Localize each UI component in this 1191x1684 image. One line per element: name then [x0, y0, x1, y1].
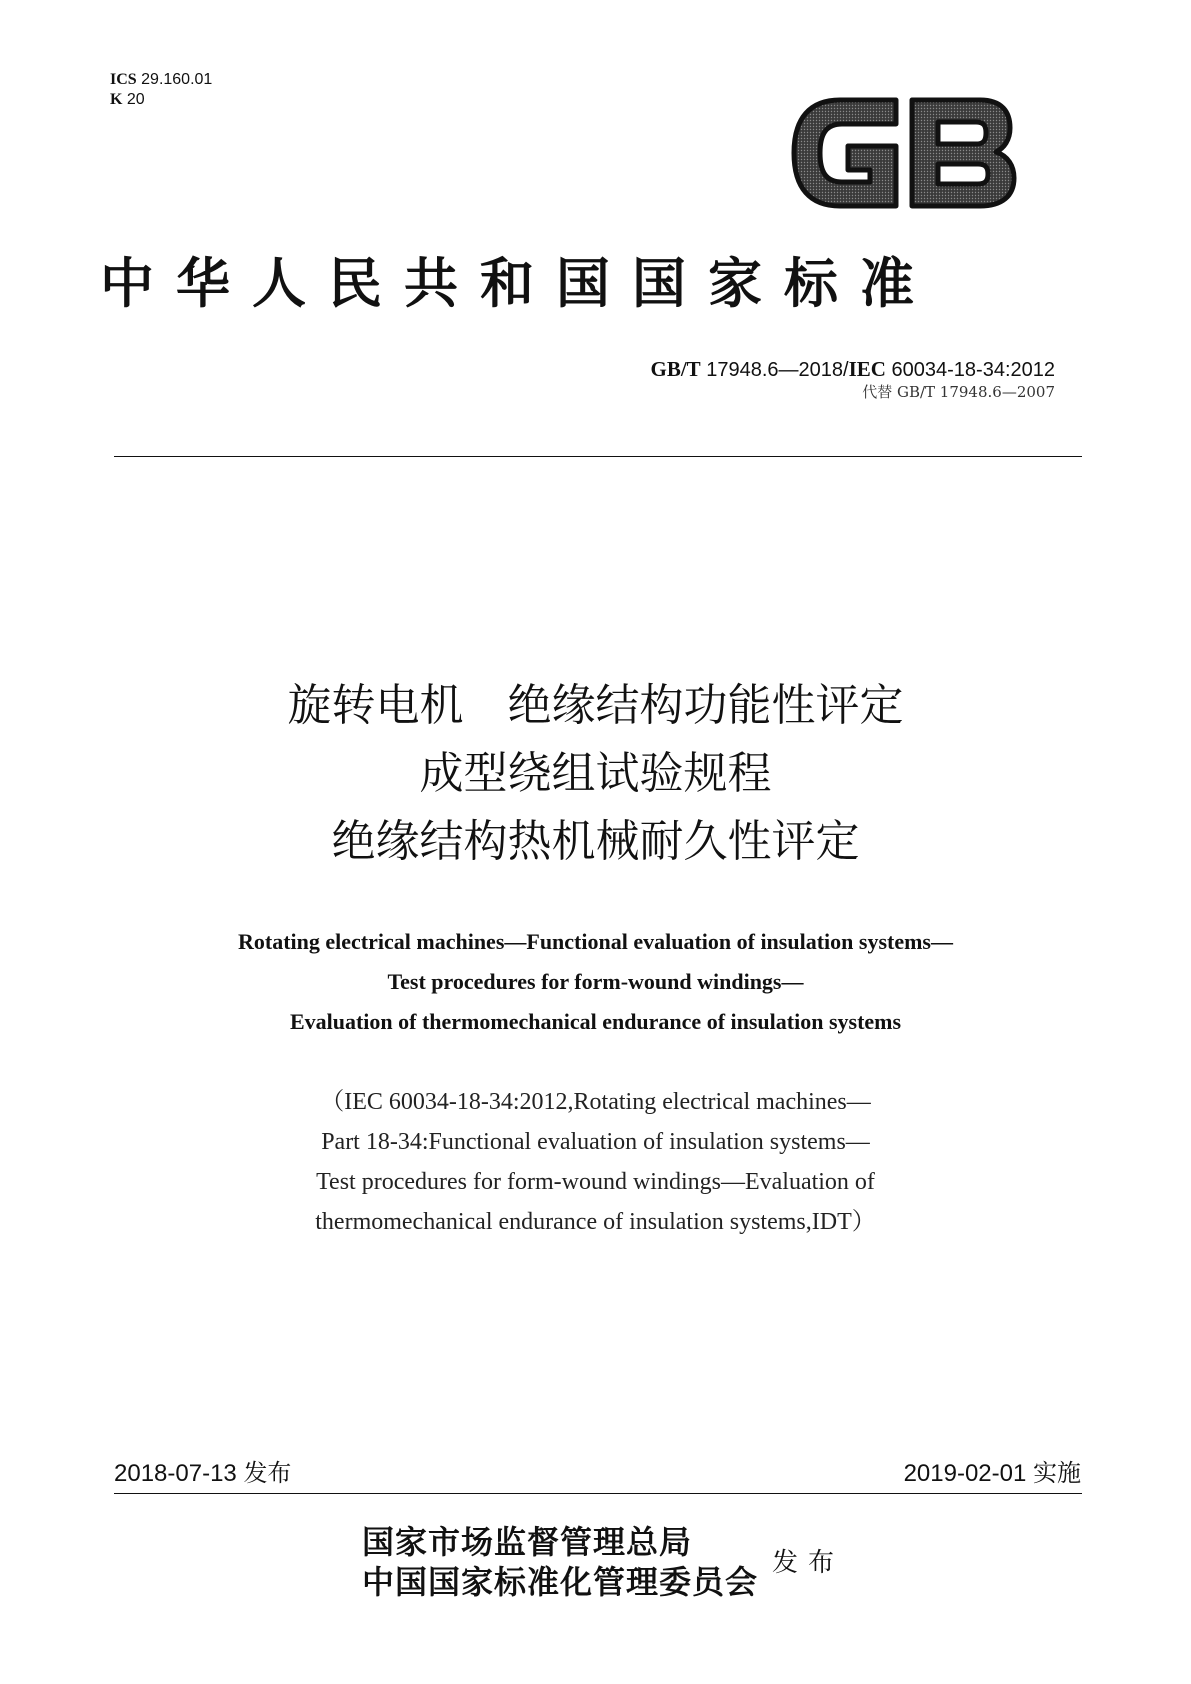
logo-letter-g	[794, 100, 896, 206]
english-title-line: Rotating electrical machines—Functional evaluation of insulation systems—	[238, 929, 953, 954]
issuer-name: 国家市场监督管理总局	[362, 1523, 693, 1561]
iec-reference-line: thermomechanical endurance of insulation systems,IDT）	[315, 1209, 876, 1235]
english-title	[0, 922, 1191, 1042]
issuer-name: 中国国家标准化管理委员会	[362, 1563, 759, 1601]
iec-reference-line: Part 18-34:Functional evaluation of insulation systems—	[321, 1129, 870, 1155]
ics-row	[110, 70, 212, 90]
ics-label: ICS	[110, 71, 137, 88]
standard-number	[651, 356, 1056, 383]
class-code: 20	[126, 91, 145, 108]
chinese-title-line: 旋转电机 绝缘结构功能性评定	[287, 680, 904, 731]
national-standard-title: 中华人民共和国国家标准	[100, 251, 936, 315]
impl-date-label: 实施	[1033, 1459, 1081, 1487]
class-label: K	[110, 91, 123, 108]
iec-reference-line: Test procedures for form-wound windings—Evaluation of	[316, 1169, 875, 1195]
issue-date	[114, 1458, 291, 1489]
issue-date-label: 发布	[243, 1459, 292, 1487]
implementation-date	[904, 1458, 1081, 1489]
chinese-title-line: 绝缘结构热机械耐久性评定	[331, 816, 860, 867]
replaces-note: 代替 GB/T 17948.6—2007	[862, 383, 1055, 401]
ics-code: 29.160.01	[141, 71, 213, 88]
issuing-authorities	[362, 1522, 758, 1602]
iec-reference-line: （IEC 60034-18-34:2012,Rotating electrical machines—	[320, 1089, 871, 1115]
standard-code-block	[651, 356, 1056, 401]
footer-divider	[114, 1493, 1082, 1494]
publish-label: 发布	[772, 1548, 845, 1578]
logo-letter-b	[912, 100, 1014, 206]
gbt-number: 17948.6—2018/	[706, 359, 849, 381]
class-row	[110, 90, 212, 110]
english-title-line: Test procedures for form-wound windings—	[387, 969, 804, 994]
header-divider	[114, 456, 1082, 457]
ics-block	[110, 70, 212, 110]
iec-number: 60034-18-34:2012	[891, 359, 1055, 381]
iec-prefix: IEC	[848, 357, 886, 381]
gb-logo	[788, 92, 1020, 214]
gbt-prefix: GB/T	[650, 357, 701, 381]
english-title-line: Evaluation of thermomechanical endurance of insulation systems	[289, 1009, 902, 1034]
impl-date-value: 2019-02-01	[903, 1460, 1027, 1487]
chinese-title-line: 成型绕组试验规程	[419, 748, 772, 799]
iec-reference	[0, 1082, 1191, 1242]
chinese-title	[0, 672, 1191, 876]
issue-date-value: 2018-07-13	[114, 1460, 237, 1487]
